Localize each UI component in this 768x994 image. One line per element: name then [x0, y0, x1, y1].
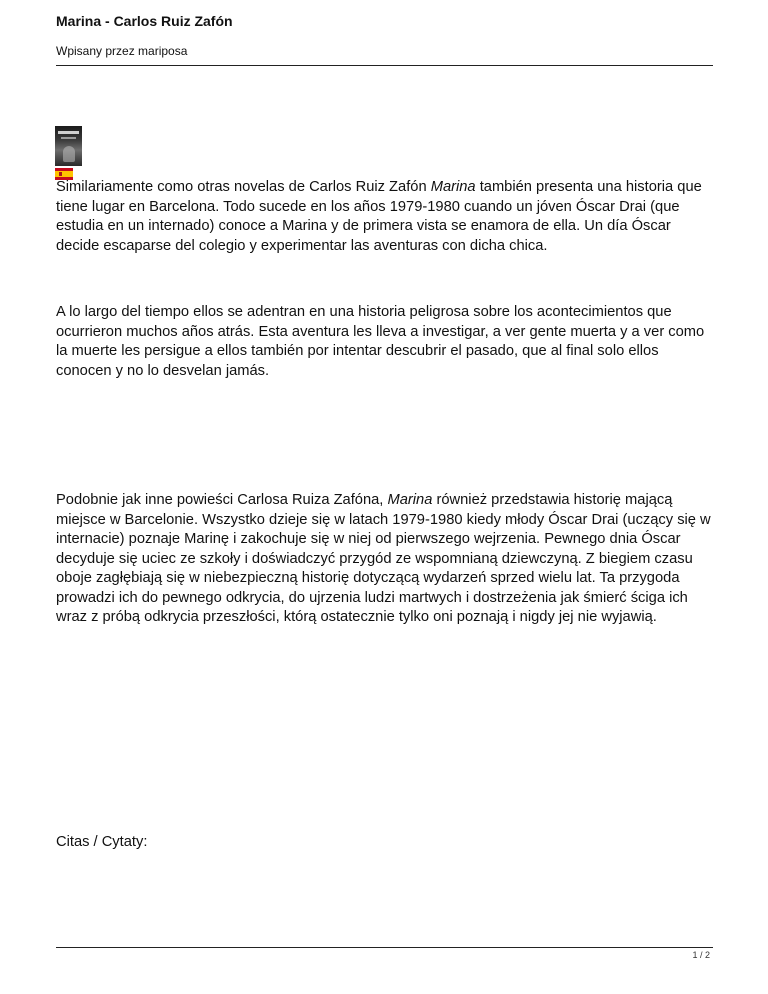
- paragraph-spanish-2: [56, 303, 716, 381]
- book-title-italic: Marina: [430, 179, 476, 195]
- page-number: 1 / 2: [692, 950, 710, 960]
- paragraph-text: Similariamente como otras novelas de Carlos Ruiz Zafón: [56, 179, 431, 195]
- quotes-heading: Citas / Cytaty:: [56, 834, 148, 850]
- paragraph-text: Podobnie jak inne powieści Carlosa Ruiza Zafóna,: [56, 492, 388, 508]
- paragraph-spanish-1: [56, 178, 716, 256]
- footer-divider: [56, 947, 713, 948]
- document-title: Marina - Carlos Ruiz Zafón: [56, 13, 233, 29]
- paragraph-text: también presenta una historia que tiene lugar en Barcelona. Todo sucede en los años 1979-1980 cuando un jóven Óscar Drai (que estudia en un internado) conoce a Marina y de primera vista se enamora de ella. Un día Óscar decide escaparse del colegio y experimentar las aventuras con dicha chica.: [56, 179, 702, 254]
- paragraph-text: A lo largo del tiempo ellos se adentran en una historia peligrosa sobre los acontecimientos que ocurrieron muchos años atrás. Esta aventura les lleva a investigar, a ver gente muerta y a ver como la muerte les persigue a ellos también por intentar descubrir el pasado, que al final solo ellos conocen y no lo desvelan jamás.: [56, 304, 705, 379]
- cover-figure: [63, 146, 75, 162]
- header-divider: [56, 65, 713, 66]
- paragraph-polish: [56, 491, 716, 628]
- paragraph-text: również przedstawia historię mającą miejsce w Barcelonie. Wszystko dzieje się w latach 1979-1980 kiedy młody Óscar Drai (uczący się w internacie) poznaje Marinę i zakochuje się w niej od pierwszego wejrzenia. Pewnego dnia Óscar decyduje się uciec ze szkoły i doświadczyć przygód ze wspomnianą dziewczyną. Z biegiem czasu oboje zagłębiają się w niebezpieczną historię dotyczącą wydarzeń sprzed wielu lat. Ta przygoda prowadzi ich do pewnego odkrycia, do ujrzenia ludzi martwych i dostrzeżenia jak śmierć ściga ich wraz z próbą odkrycia przeszłości, którą ostatecznie tylko oni poznają i nigdy jej nie wyjawią.: [56, 492, 711, 625]
- flag-crest: [59, 172, 62, 176]
- author-byline: Wpisany przez mariposa: [56, 44, 188, 58]
- cover-subtitle-band: [61, 137, 76, 139]
- book-title-italic: Marina: [387, 492, 433, 508]
- book-cover-image: [55, 126, 82, 166]
- cover-title-band: [58, 131, 79, 134]
